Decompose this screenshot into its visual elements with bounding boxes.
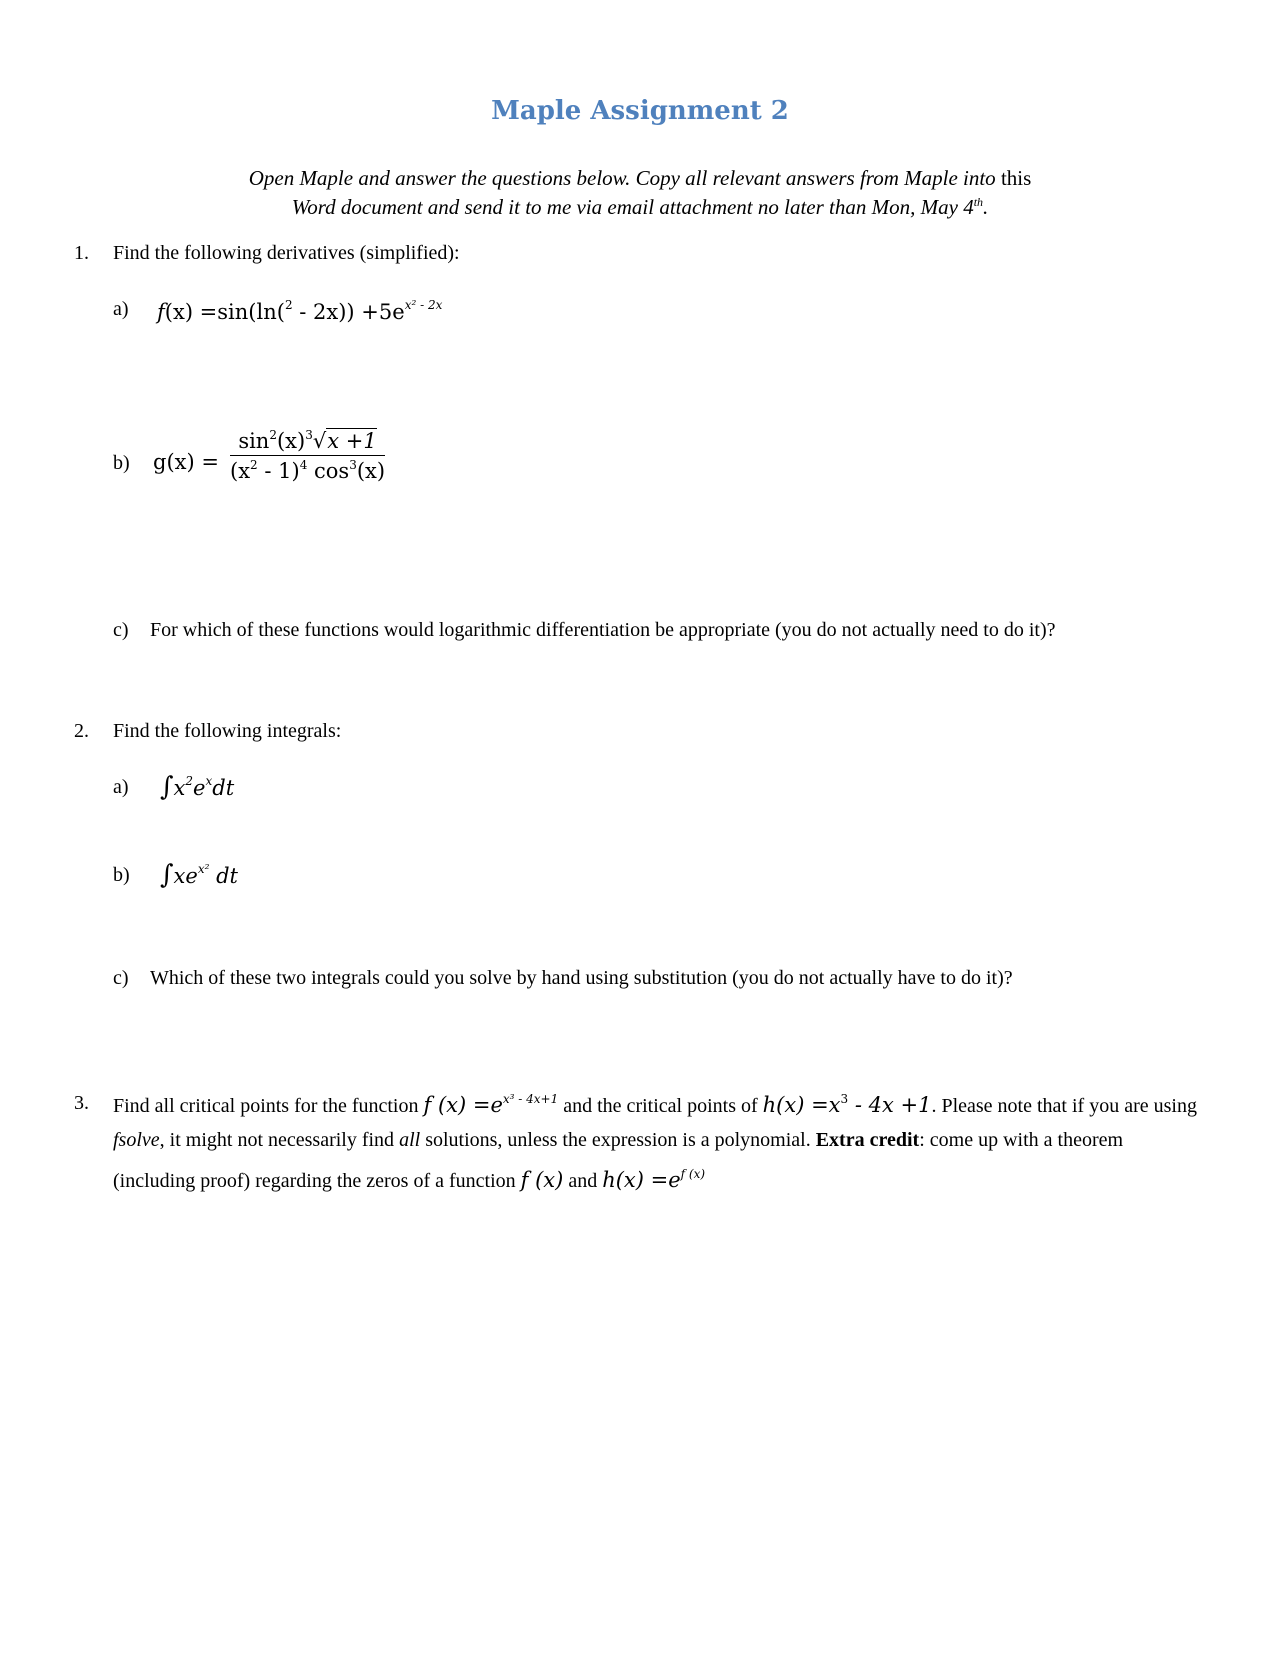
q1-text: Find the following derivatives (simplified): [113, 242, 460, 264]
q2-text: Find the following integrals: [113, 720, 342, 742]
intro-line1-plain: this [995, 166, 1032, 190]
q3-text-3: . Please note that if you are using [931, 1095, 1197, 1117]
q3-hx-exp: f (x) [680, 1167, 706, 1181]
q2a-integral [160, 772, 234, 802]
q1b-lhs: g(x) = [153, 450, 219, 474]
q2b-label: b) [113, 864, 130, 886]
q2c-text: Which of these two integrals could you solve by hand using substitution (you do not actually have to do it)? [150, 967, 1013, 989]
q3-fx: f (x) [520, 1168, 564, 1192]
q2-number: 2. [74, 720, 89, 742]
q3-text-4: , it might not necessarily find [159, 1129, 400, 1151]
q3-paragraph [113, 1082, 1203, 1198]
q1c-text: For which of these functions would logarithmic differentiation be appropriate (you do not actually need to do it)? [150, 619, 1056, 641]
q3-text-7: and [563, 1170, 603, 1192]
q1a-open: (x) =sin(ln( [164, 300, 285, 324]
intro-line2-end: . [983, 195, 989, 219]
q1b-sin-arg: (x) [276, 429, 306, 453]
q3-all: all [399, 1129, 421, 1151]
q1a-formula [157, 298, 442, 324]
q2c-label: c) [113, 967, 129, 989]
q3-text-1: Find all critical points for the function [113, 1095, 424, 1117]
integral-sign: ∫ [160, 860, 174, 890]
q1-number: 1. [74, 242, 89, 264]
q1a-sq: 2 [284, 298, 293, 312]
intro-line2-sup: th [973, 195, 984, 209]
page-title: Maple Assignment 2 [491, 96, 789, 126]
q1b-sin: sin [238, 429, 270, 453]
q1b-root-body: x +1 [327, 429, 377, 453]
q1a-rest: - 2x)) +5e [292, 300, 405, 324]
q1a-f: f [157, 300, 165, 324]
q2a-base: x [173, 776, 186, 800]
q1b-den-end: (x) [356, 459, 386, 483]
q3-extra-credit: Extra credit [815, 1129, 920, 1151]
q2a-e: e [193, 776, 206, 800]
q2a-dt: dt [212, 776, 235, 800]
q3-hx: h(x) =e [602, 1168, 681, 1192]
q1a-label: a) [113, 298, 129, 320]
q3-h-pow: 3 [840, 1092, 849, 1106]
q1b-numerator [230, 428, 385, 456]
q2a-pow: 2 [185, 774, 194, 788]
intro-line2: Word document and send it to me via email attachment no later than Mon, May 4 [291, 195, 974, 219]
q3-f-exp: x³ - 4x+1 [502, 1092, 559, 1106]
q1b-fraction [230, 428, 385, 483]
q1b-den-cos-pow: 3 [349, 458, 357, 472]
q1b-den-open: (x [230, 459, 251, 483]
q1c-label: c) [113, 619, 129, 641]
q2a-label: a) [113, 776, 129, 798]
q1b-den-mid: - 1) [257, 459, 300, 483]
q2b-e-pow: x² [197, 862, 210, 876]
q3-number: 3. [74, 1092, 89, 1114]
q3-text-2: and the critical points of [558, 1095, 763, 1117]
q1b-denominator [230, 456, 385, 483]
q1b-root-index: 3 [305, 428, 313, 442]
q3-h-rest: - 4x +1 [848, 1093, 932, 1117]
q2b-dt: dt [209, 864, 238, 888]
integral-sign: ∫ [160, 772, 174, 802]
q1b-label: b) [113, 452, 130, 474]
q1b-den-pow: 4 [299, 458, 308, 472]
q1b-root-symbol: √ [312, 429, 327, 453]
q2b-base: xe [173, 864, 198, 888]
q2a-e-pow: x [205, 774, 213, 788]
intro-line1-italic: Open Maple and answer the questions below. Copy all relevant answers from Maple into [248, 166, 996, 190]
q3-f-formula: f (x) =e [423, 1093, 503, 1117]
q3-fsolve: fsolve [113, 1129, 160, 1151]
q3-text-6: : come up with a theorem (including proof) regarding the zeros of a function [113, 1129, 1124, 1192]
q1b-den-sq: 2 [250, 458, 258, 472]
q3-h-formula: h(x) =x [762, 1093, 841, 1117]
q1b-sin-pow: 2 [269, 428, 277, 442]
q3-text-5: solutions, unless the expression is a polynomial. [420, 1129, 816, 1151]
q1b-den-cos: cos [307, 459, 350, 483]
instructions [0, 166, 1280, 219]
q1a-exp: x² - 2x [404, 298, 443, 312]
q2b-integral [160, 860, 238, 890]
